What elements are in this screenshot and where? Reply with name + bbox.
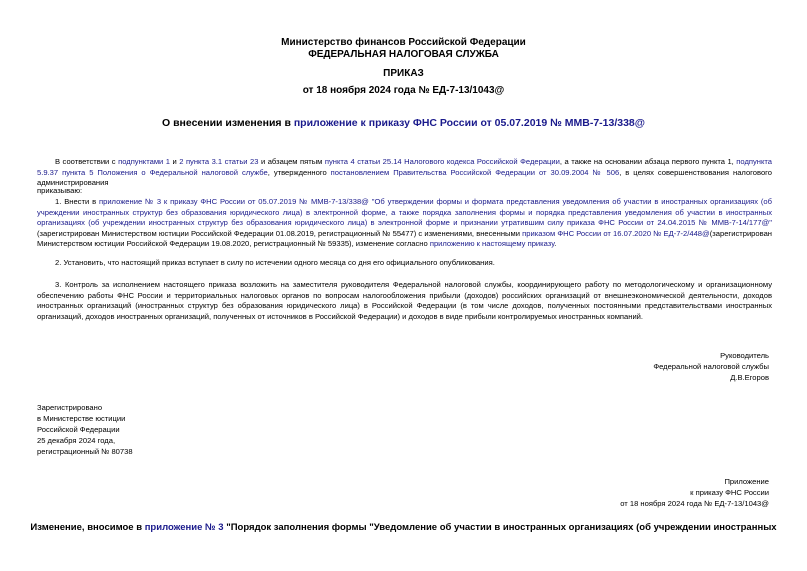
p2-text: (зарегистрирован Министерством юстиции Российской Федерации 01.08.2019, регистрационный № 55477) с изменениями, внесенными [37,228,523,238]
doc-type: ПРИКАЗ [383,68,424,79]
p3-text: 2. Установить, что настоящий приказ вступает в силу по истечении одного месяца со дня его официального опубликования. [55,258,495,267]
p1-text: В соответствии с [55,157,119,166]
change-title-link[interactable]: приложение № 3 [144,522,224,533]
appendix-line: от 18 ноября 2024 года № ЕД-7-13/1043@ [620,499,769,508]
item-1-paragraph [37,197,772,250]
p2-link-appendix-3[interactable]: приложение № 3 к приказу ФНС России от 05.07.2019 № ММВ-7-13/338@ [98,197,369,206]
p1-link-subpoints[interactable]: подпунктами 1 [118,157,170,166]
subject-link[interactable]: приложение к приказу ФНС России от 05.07.2019 № ММВ-7-13/338@ [293,117,646,129]
change-title [0,522,807,533]
registration-line: регистрационный № 80738 [37,447,133,456]
p1-text: и абзацем пятым [258,157,325,166]
p2-text: (зарегистрирован Министерством юстиции Российской Федерации 19.08.2020, регистрационный № 59335), изменение согласно [37,228,772,248]
p1-link-tax-code[interactable]: пункта 4 статьи 25.14 Налогового кодекса Российской Федерации [324,157,560,166]
registration-line: Российской Федерации [37,425,120,434]
p2-link-order-2020[interactable]: приказом ФНС России от 16.07.2020 № ЕД-7-2/448@ [522,228,710,238]
signature-org: Федеральной налоговой службы [653,362,769,371]
signature-title: Руководитель [720,351,769,360]
doc-subject [0,117,807,129]
doc-date: от 18 ноября 2024 года № ЕД-7-13/1043@ [302,85,505,96]
preamble-paragraph [37,157,772,189]
registration-line: Зарегистрировано [37,403,103,412]
signature-name: Д.В.Егоров [730,373,769,382]
subject-prefix: О внесении изменения в [161,117,294,129]
p1-link-article-23[interactable]: 2 пункта 3.1 статьи 23 [179,157,259,166]
registration-line: 25 декабря 2024 года, [37,436,116,445]
change-title-suffix: "Порядок заполнения формы "Уведомление об участии в иностранных организациях (об учреждении иностранных [223,522,777,533]
service-name: ФЕДЕРАЛЬНАЯ НАЛОГОВАЯ СЛУЖБА [308,49,499,60]
change-title-prefix: Изменение, вносимое в [30,522,145,533]
registration-block [37,402,133,457]
registration-line: в Министерстве юстиции [37,414,126,423]
order-word: приказываю: [37,186,83,195]
p2-text: . [554,239,557,248]
p1-link-government-decree[interactable]: постановлением Правительства Российской Федерации от 30.09.2004 № 506 [330,167,620,177]
p2-link-appendix[interactable]: приложению к настоящему приказу [429,239,555,248]
appendix-line: Приложение [724,477,769,486]
p1-link-regulation[interactable]: подпункта 5.9.37 пункта 5 Положения о Федеральной налоговой службе [37,157,773,177]
appendix-block [620,476,769,509]
appendix-line: к приказу ФНС России [690,488,769,497]
p1-text: , утвержденного [267,167,331,177]
signature-block [653,350,769,383]
ministry-name: Министерство финансов Российской Федерации [281,37,526,48]
item-3-paragraph [37,280,772,322]
p1-text: и [170,157,180,166]
p2-link-order-title[interactable]: "Об утверждении формы и формата представления уведомления об участии в иностранных организациях (об учреждении иностранных структур без образования юридического лица) в электронной форме, а также порядка заполнения формы и порядка представления уведомления об участии в иностранных организациях (об учреждении иностранных структур без образования юридического лица) в электронной форме и признании утратившим силу приказа ФНС России от 24.04.2015 № ММВ-7-14/177@" [37,197,772,227]
p4-text: 3. Контроль за исполнением настоящего приказа возложить на заместителя руководителя Федеральной налоговой службы, координирующего работу по методологическому и организационному обеспечению работы ФНС России и территориальных налоговых органов по вопросам налогообложения прибыли (доходов) российских организаций от внешнеэкономической деятельности, доходов иностранных организаций (иностранных структур без образования юридического лица) в Российской Федерации (в том числе доходов, полученных постоянными представительствами иностранных организаций, доходов иностранных организаций, полученных от источников в Российской Федерации) и доходов в виде прибыли контролируемых иностранных компаний. [37,280,772,321]
item-2-paragraph [37,258,772,269]
p1-text: , в целях совершенствования налогового администрирования [37,167,772,187]
p1-text: , а также на основании абзаца первого пункта 1, [559,157,737,166]
p2-text: 1. Внести в [55,197,99,206]
